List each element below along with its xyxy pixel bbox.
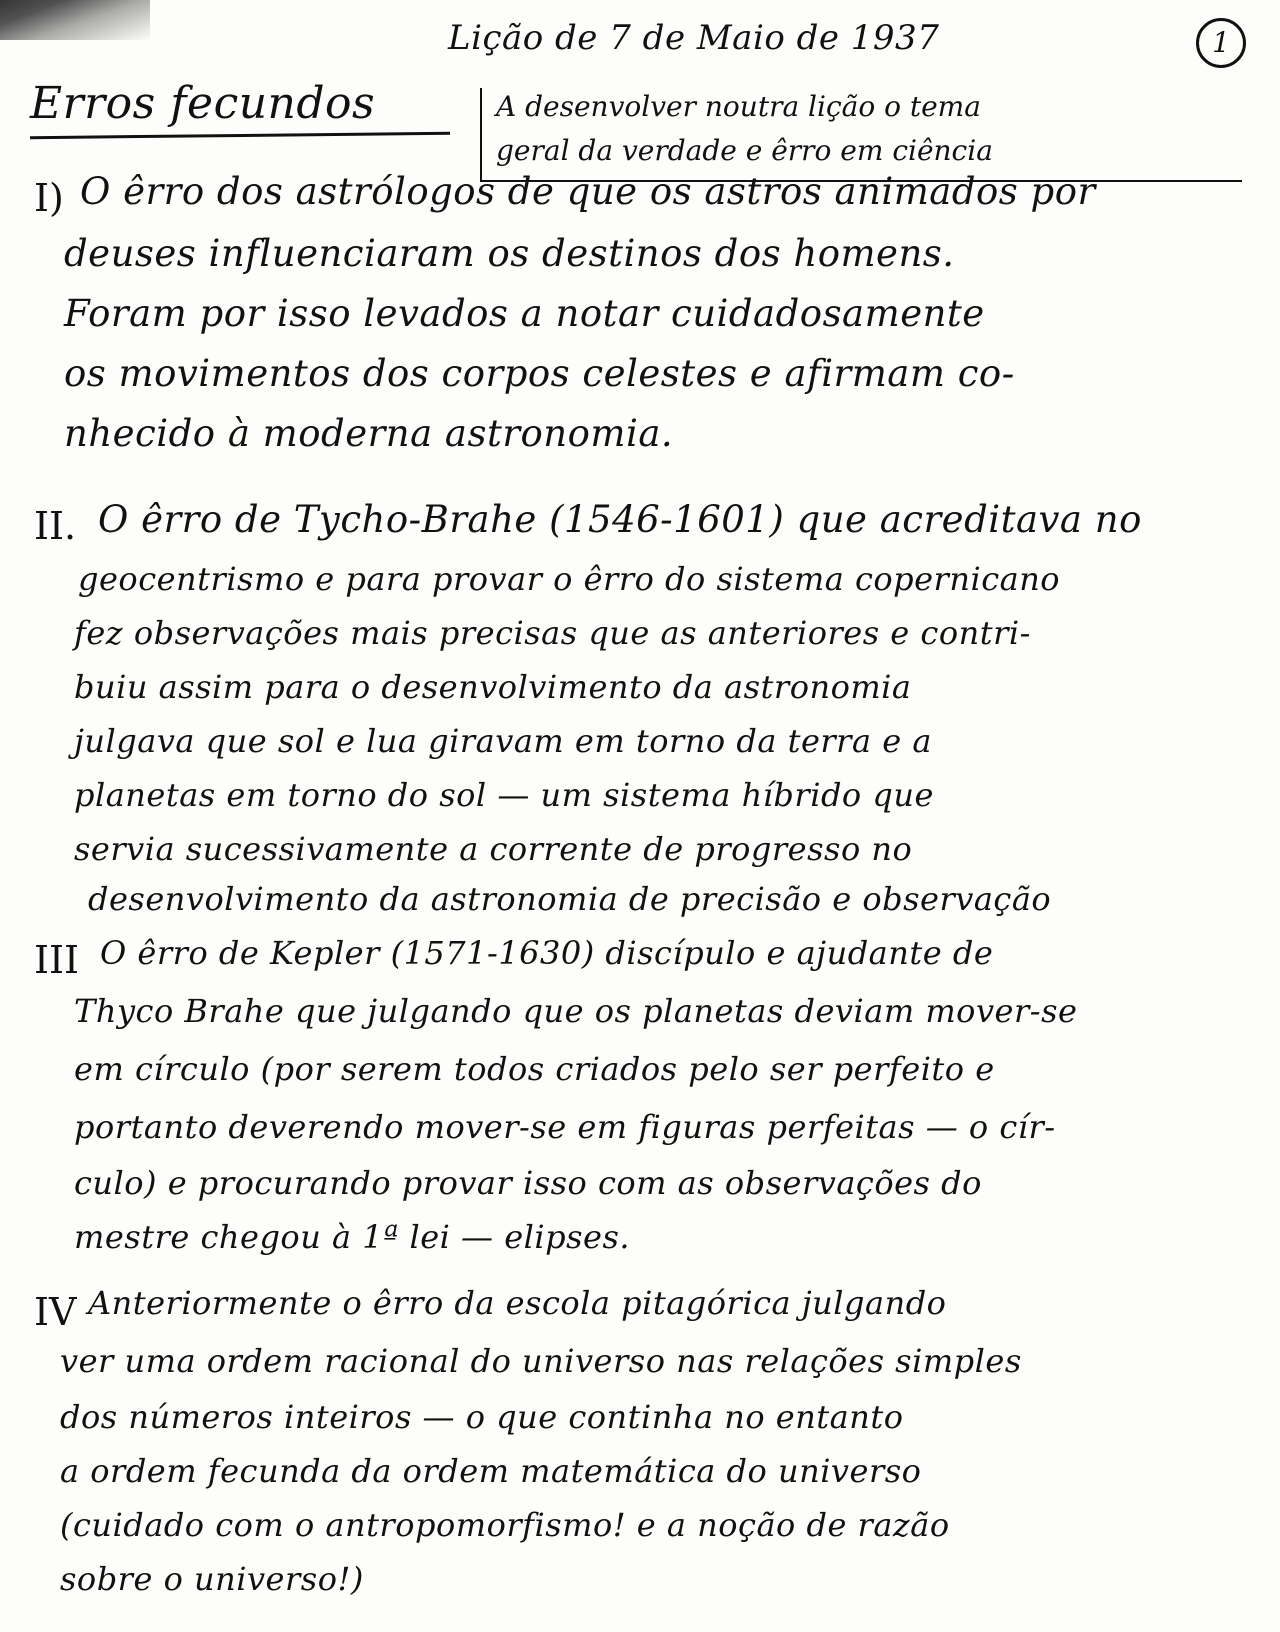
section-3-line-4: portanto deverendo mover-se em figuras perfeitas — o cír-	[74, 1108, 1056, 1146]
section-3-line-6: mestre chegou à 1ª lei — elipses.	[74, 1218, 631, 1256]
section-2-line-3: fez observações mais precisas que as anteriores e contri-	[74, 614, 1031, 652]
section-1-line-5: nhecido à moderna astronomia.	[64, 412, 674, 455]
section-4-line-5: (cuidado com o antropomorfismo! e a noção de razão	[60, 1506, 950, 1544]
section-3-line-3: em círculo (por serem todos criados pelo ser perfeito e	[74, 1050, 995, 1088]
title-underline	[30, 132, 450, 139]
section-1-line-2: deuses influenciaram os destinos dos homens.	[64, 232, 955, 275]
section-2-line-6: planetas em torno do sol — um sistema híbrido que	[74, 776, 934, 814]
section-4-line-3: dos números inteiros — o que continha no entanto	[60, 1398, 904, 1436]
section-4-line-2: ver uma ordem racional do universo nas relações simples	[60, 1342, 1022, 1380]
section-2-line-1: O êrro de Tycho-Brahe (1546-1601) que acreditava no	[98, 498, 1142, 541]
side-note-line-1: A desenvolver noutra lição o tema	[496, 90, 981, 123]
section-3-line-5: culo) e procurando provar isso com as observações do	[74, 1164, 982, 1202]
scan-smudge	[0, 0, 150, 40]
page-title: Erros fecundos	[30, 78, 376, 129]
page-number-circle: 1	[1196, 18, 1246, 68]
section-3-numeral: III	[34, 938, 80, 982]
section-3-line-1: O êrro de Kepler (1571-1630) discípulo e ajudante de	[100, 934, 994, 972]
section-4-line-6: sobre o universo!)	[60, 1560, 364, 1598]
section-2-numeral: II.	[34, 504, 77, 548]
section-1-line-4: os movimentos dos corpos celestes e afirmam co-	[64, 352, 1015, 395]
section-1-numeral: I)	[34, 176, 64, 220]
section-1-line-1: O êrro dos astrólogos de que os astros animados por	[80, 170, 1096, 213]
side-note-box	[480, 88, 1242, 182]
section-2-line-4: buiu assim para o desenvolvimento da astronomia	[74, 668, 912, 706]
section-2-line-7: servia sucessivamente a corrente de progresso no	[74, 830, 913, 868]
side-note-line-2: geral da verdade e êrro em ciência	[496, 134, 993, 167]
section-4-line-1: Anteriormente o êrro da escola pitagórica julgando	[88, 1284, 947, 1322]
section-1-line-3: Foram por isso levados a notar cuidadosamente	[64, 292, 985, 335]
section-2-line-5: julgava que sol e lua giravam em torno da terra e a	[74, 722, 932, 760]
section-4-numeral: IV	[34, 1290, 77, 1334]
section-2-line-2: geocentrismo e para provar o êrro do sistema copernicano	[78, 560, 1061, 598]
lesson-date: Lição de 7 de Maio de 1937	[448, 18, 940, 58]
section-2-line-8: desenvolvimento da astronomia de precisão e observação	[88, 880, 1052, 918]
section-4-line-4: a ordem fecunda da ordem matemática do universo	[60, 1452, 922, 1490]
section-3-line-2: Thyco Brahe que julgando que os planetas deviam mover-se	[74, 992, 1078, 1030]
